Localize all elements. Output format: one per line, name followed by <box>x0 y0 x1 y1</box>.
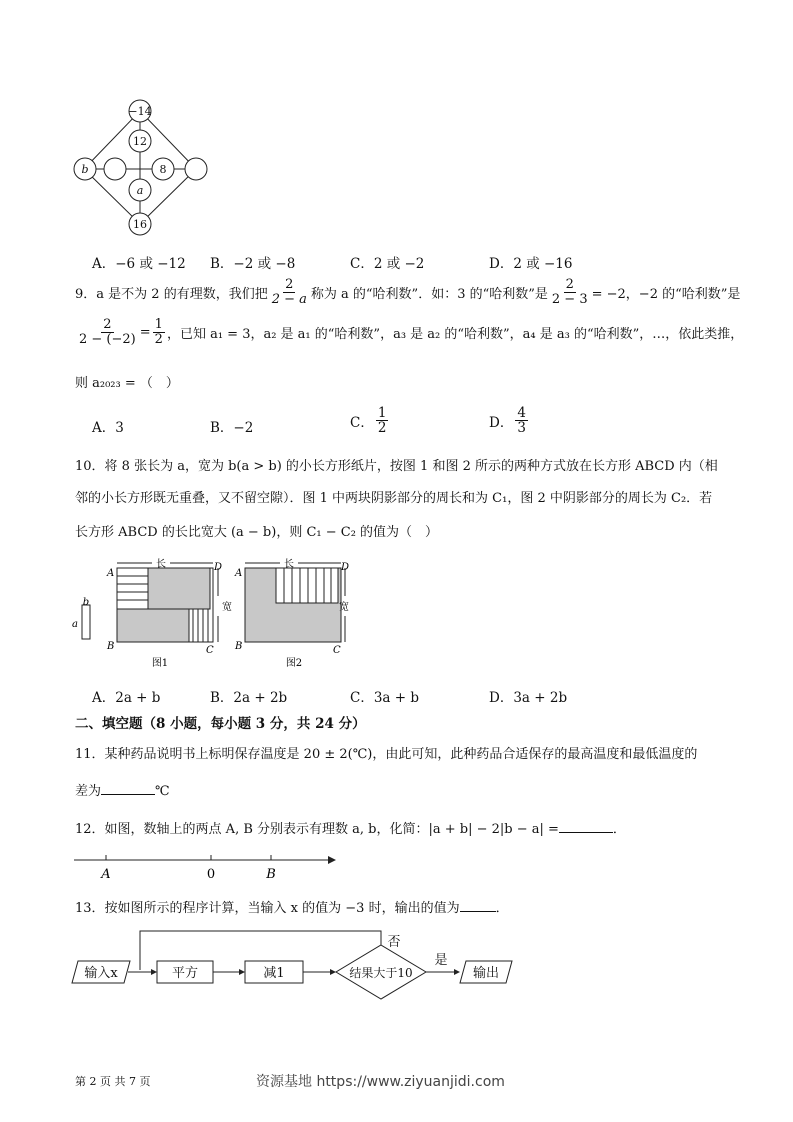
q9-option-c-num: 1 <box>377 405 387 421</box>
node-right-inner-label: 8 <box>159 163 167 176</box>
q13-flowchart <box>70 925 520 995</box>
q12-line <box>75 818 626 837</box>
flow-square-label: 平方 <box>171 966 199 981</box>
flow-decision-label: 结果大于10 <box>349 966 413 980</box>
q9-line2 <box>75 318 743 346</box>
section-2-heading: 二、填空题（8 小题，每小题 3 分，共 24 分） <box>75 716 366 732</box>
q9-line2-eq: = <box>139 324 151 340</box>
flow-yes-label: 是 <box>434 953 448 968</box>
q10-fig2-kuan: 宽 <box>339 602 349 613</box>
q9-option-d[interactable] <box>489 406 530 435</box>
q13-end: ． <box>495 901 509 916</box>
q12-point-zero: 0 <box>206 867 216 882</box>
arrow-2 <box>239 969 245 975</box>
q9-option-d-den: 3 <box>517 420 526 437</box>
q8-option-a[interactable]: A．−6 或 −12 <box>92 256 186 272</box>
q10-option-d[interactable]: D．3a + 2b <box>489 690 568 706</box>
node-mid-top-label: 12 <box>133 135 147 148</box>
q11-line2-b: ℃ <box>155 784 170 799</box>
q10-fig2-D: D <box>341 562 350 573</box>
q9-frac-example <box>550 278 590 306</box>
q10-option-a[interactable]: A．2a + b <box>92 690 161 706</box>
q13-answer-blank[interactable] <box>460 911 496 912</box>
q13-line <box>75 897 509 916</box>
q9-option-a[interactable]: A．3 <box>92 420 124 436</box>
q12-text: 12．如图，数轴上的两点 A, B 分别表示有理数 a, b，化简：|a + b| − 2|b − a| = <box>75 822 559 837</box>
q12-end: ． <box>612 822 626 837</box>
q10-small-rect <box>70 597 98 647</box>
flow-no-label: 否 <box>387 935 401 950</box>
q9-option-c-frac <box>376 406 389 435</box>
q10-small-rect-a: a <box>72 619 78 630</box>
q9-frac-half-den: 2 <box>154 331 163 347</box>
q10-fig1-kuan: 宽 <box>222 602 232 613</box>
q11-line2-a: 差为 <box>75 784 102 799</box>
arrow-3 <box>330 969 336 975</box>
q10-fig2-caption: 图2 <box>285 658 303 669</box>
q8-diagram <box>70 98 216 238</box>
q9-frac-def-num: 2 <box>285 277 294 292</box>
q9-line1 <box>75 278 740 306</box>
q9-line1-b: 称为 a 的“哈利数”．如：3 的“哈利数”是 <box>310 286 548 302</box>
q10-line2: 邻的小长方形既无重叠，又不留空隙）．图 1 中两块阴影部分的周长和为 C₁，图 2 中阴影部分的周长为 C₂．若 <box>75 491 713 506</box>
q8-option-b[interactable]: B．−2 或 −8 <box>210 256 296 272</box>
node-left-inner <box>104 158 126 180</box>
q10-fig2-chang: 长 <box>284 559 294 570</box>
q10-option-c[interactable]: C．3a + b <box>350 690 420 706</box>
node-mid-bottom-label: a <box>136 184 144 197</box>
arrow-4 <box>454 969 460 975</box>
q10-line3: 长方形 ABCD 的长比宽大 (a − b)，则 C₁ − C₂ 的值为（ ） <box>75 525 439 540</box>
q10-fig1-B: B <box>107 641 115 652</box>
q8-option-c[interactable]: C．2 或 −2 <box>350 256 425 272</box>
q9-frac-example-num: 2 <box>565 277 574 292</box>
node-left-label: b <box>81 163 89 176</box>
arrow-1 <box>151 969 157 975</box>
q9-option-d-num: 4 <box>517 405 526 421</box>
q9-line2-text: ，已知 a₁ = 3，a₂ 是 a₁ 的“哈利数”，a₃ 是 a₂ 的“哈利数”，a₄ 是 a₃ 的“哈利数”，…，依此类推， <box>166 326 744 342</box>
q9-frac-half-num: 1 <box>154 317 163 332</box>
q10-fig2-B: B <box>235 641 243 652</box>
q9-frac-neg2-den: 2 − (−2) <box>79 331 136 347</box>
q10-fig1-A: A <box>107 568 115 579</box>
flow-minus1-label: 减1 <box>263 966 285 981</box>
q8-option-d[interactable]: D．2 或 −16 <box>489 256 573 272</box>
q10-small-rect-b: b <box>82 597 90 608</box>
q9-option-d-label: D． <box>489 414 514 431</box>
q10-fig2-A: A <box>235 568 243 579</box>
footer-site-link[interactable]: 资源基地 https://www.ziyuanjidi.com <box>256 1074 505 1090</box>
q9-option-c-den: 2 <box>377 420 387 437</box>
q10-figure-1 <box>100 558 230 670</box>
q9-line3: 则 a₂₀₂₃ = （ ） <box>75 376 179 391</box>
q9-option-d-frac <box>515 406 528 435</box>
q9-option-c[interactable] <box>350 406 390 435</box>
q9-frac-neg2 <box>77 318 138 346</box>
footer-page-number: 第 2 页 共 7 页 <box>75 1075 151 1088</box>
q9-line1-c: = −2，−2 的“哈利数”是 <box>591 286 741 302</box>
q10-fig1-chang: 长 <box>156 559 166 570</box>
q11-line1: 11．某种药品说明书上标明保存温度是 20 ± 2(℃)，由此可知，此种药品合适保存的最高温度和最低温度的 <box>75 747 698 762</box>
node-top-label: −14 <box>128 105 152 118</box>
q10-line1: 10．将 8 张长为 a，宽为 b(a > b) 的小长方形纸片，按图 1 和图 2 所示的两种方式放在长方形 ABCD 内（相 <box>75 459 718 474</box>
q11-line2 <box>75 780 170 799</box>
q12-point-A: A <box>101 867 111 882</box>
q12-point-B: B <box>266 867 276 882</box>
q10-option-b[interactable]: B．2a + 2b <box>210 690 288 706</box>
q9-frac-neg2-num: 2 <box>103 317 112 332</box>
q10-fig2-C: C <box>333 645 341 656</box>
node-right <box>185 158 207 180</box>
q9-number: 9． <box>75 286 97 302</box>
q12-answer-blank[interactable] <box>559 832 613 833</box>
q10-fig1-D: D <box>214 562 223 573</box>
node-bottom-label: 16 <box>133 218 147 231</box>
q9-frac-example-den: 2 − 3 <box>551 291 588 307</box>
q9-frac-half <box>153 318 165 346</box>
flow-input-label: 输入x <box>84 966 118 981</box>
q13-text: 13．按如图所示的程序计算，当输入 x 的值为 −3 时，输出的值为 <box>75 901 460 916</box>
q9-option-c-label: C． <box>350 414 374 431</box>
number-line-arrow <box>328 856 336 864</box>
q10-figure-2 <box>232 558 362 670</box>
q11-answer-blank[interactable] <box>101 794 155 795</box>
q9-frac-def <box>270 278 309 306</box>
flow-output-label: 输出 <box>472 966 500 981</box>
q9-frac-def-den: 2 − a <box>271 291 307 307</box>
q12-number-line <box>70 848 340 884</box>
q10-fig1-C: C <box>206 645 214 656</box>
q9-line1-a: a 是不为 2 的有理数，我们把 <box>96 286 268 302</box>
q9-option-b[interactable]: B．−2 <box>210 420 254 436</box>
q10-fig1-caption: 图1 <box>151 658 169 669</box>
